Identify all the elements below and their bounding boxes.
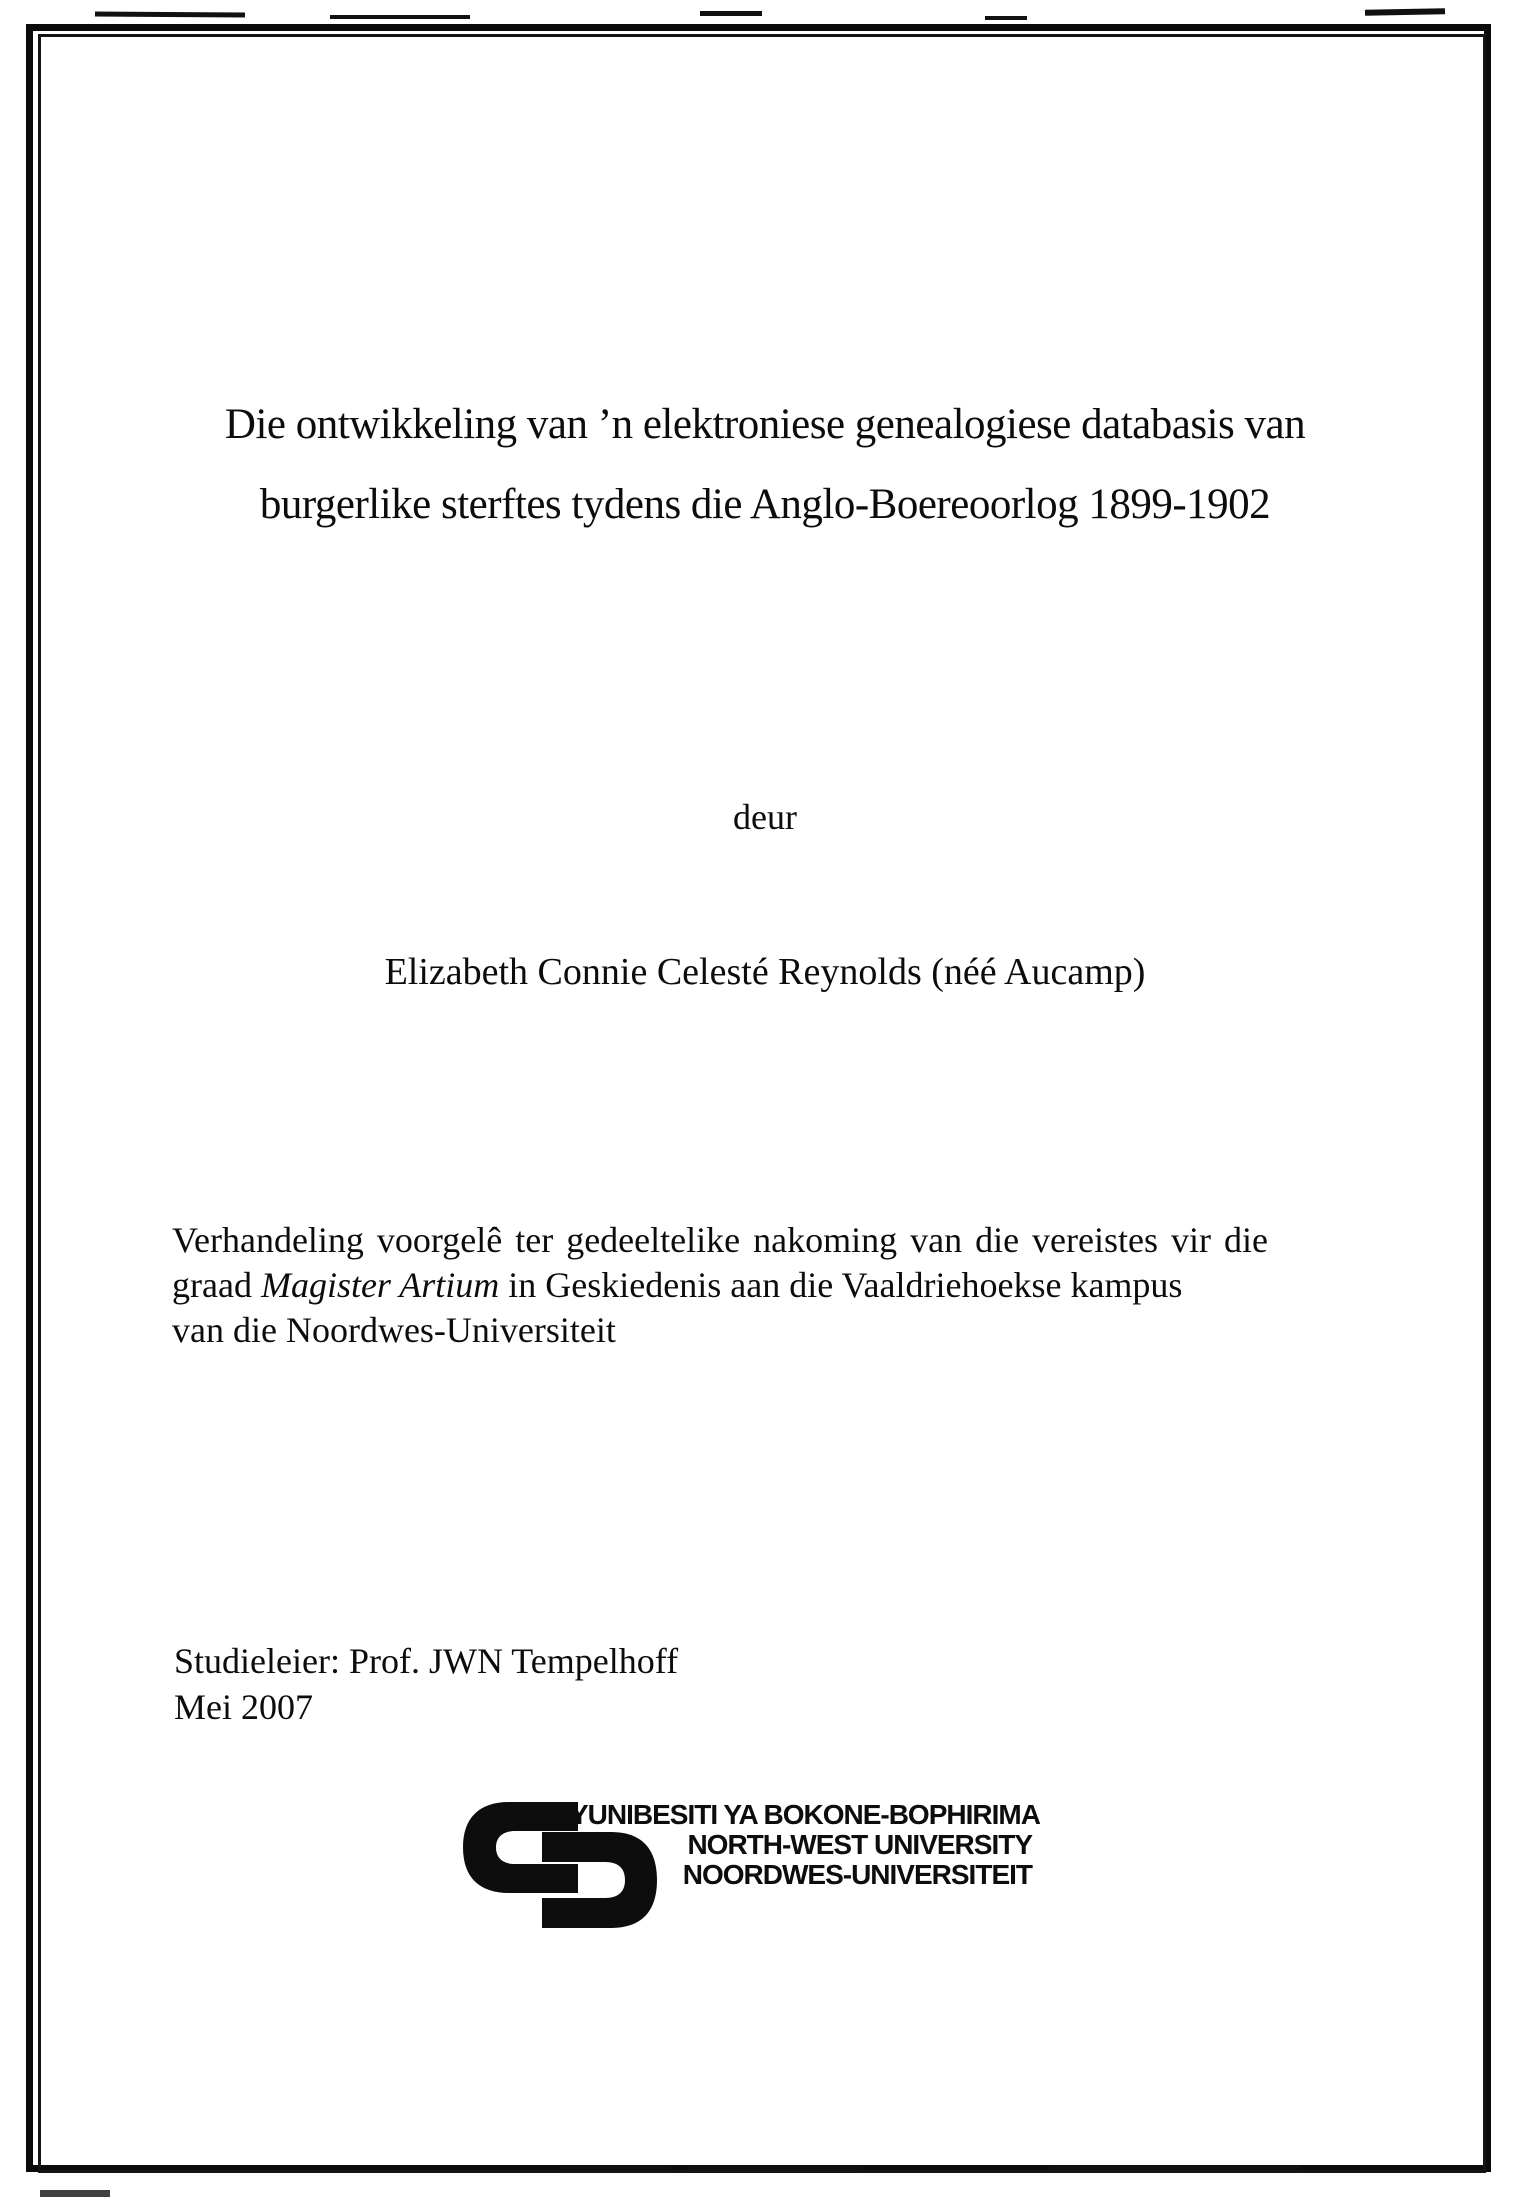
scan-artifact xyxy=(330,15,470,19)
university-logo-text xyxy=(570,1799,1040,1890)
thesis-title-line-2: burgerlike sterftes tydens die Anglo-Boereoorlog 1899-1902 xyxy=(259,481,1271,528)
thesis-title xyxy=(100,385,1430,545)
scan-artifact xyxy=(1365,8,1445,15)
date-line: Mei 2007 xyxy=(174,1687,313,1727)
logo-text-english: NORTH-WEST UNIVERSITY xyxy=(687,1829,1032,1860)
logo-text-setswana: YUNIBESITI YA BOKONE-BOPHIRIMA xyxy=(570,1799,1040,1830)
scan-artifact xyxy=(95,11,245,17)
scan-artifact xyxy=(690,2166,860,2171)
supervisor-block xyxy=(174,1638,1074,1730)
scan-artifact xyxy=(560,2165,670,2169)
scan-artifact xyxy=(40,2190,110,2197)
submission-line-2 xyxy=(172,1263,1344,1308)
byline-label: deur xyxy=(733,797,797,837)
submission-line-2-post: in Geskiedenis aan die Vaaldriehoekse kampus xyxy=(499,1265,1183,1305)
scan-artifact xyxy=(700,11,762,16)
logo-text-afrikaans: NOORDWES-UNIVERSITEIT xyxy=(682,1859,1032,1890)
scan-artifact xyxy=(1050,2165,1300,2170)
submission-line-2-pre: graad xyxy=(172,1265,261,1305)
supervisor-line: Studieleier: Prof. JWN Tempelhoff xyxy=(174,1641,679,1681)
submission-line-1: Verhandeling voorgelê ter gedeeltelike nakoming van die vereistes vir die xyxy=(172,1220,1268,1260)
author-name: Elizabeth Connie Celesté Reynolds (néé Aucamp) xyxy=(384,951,1146,993)
thesis-title-line-1: Die ontwikkeling van ’n elektroniese genealogiese databasis van xyxy=(224,401,1306,448)
scan-artifact xyxy=(985,16,1027,20)
degree-name-italic: Magister Artium xyxy=(260,1265,500,1305)
submission-line-3: van die Noordwes-Universiteit xyxy=(172,1310,616,1350)
submission-statement xyxy=(172,1218,1344,1353)
